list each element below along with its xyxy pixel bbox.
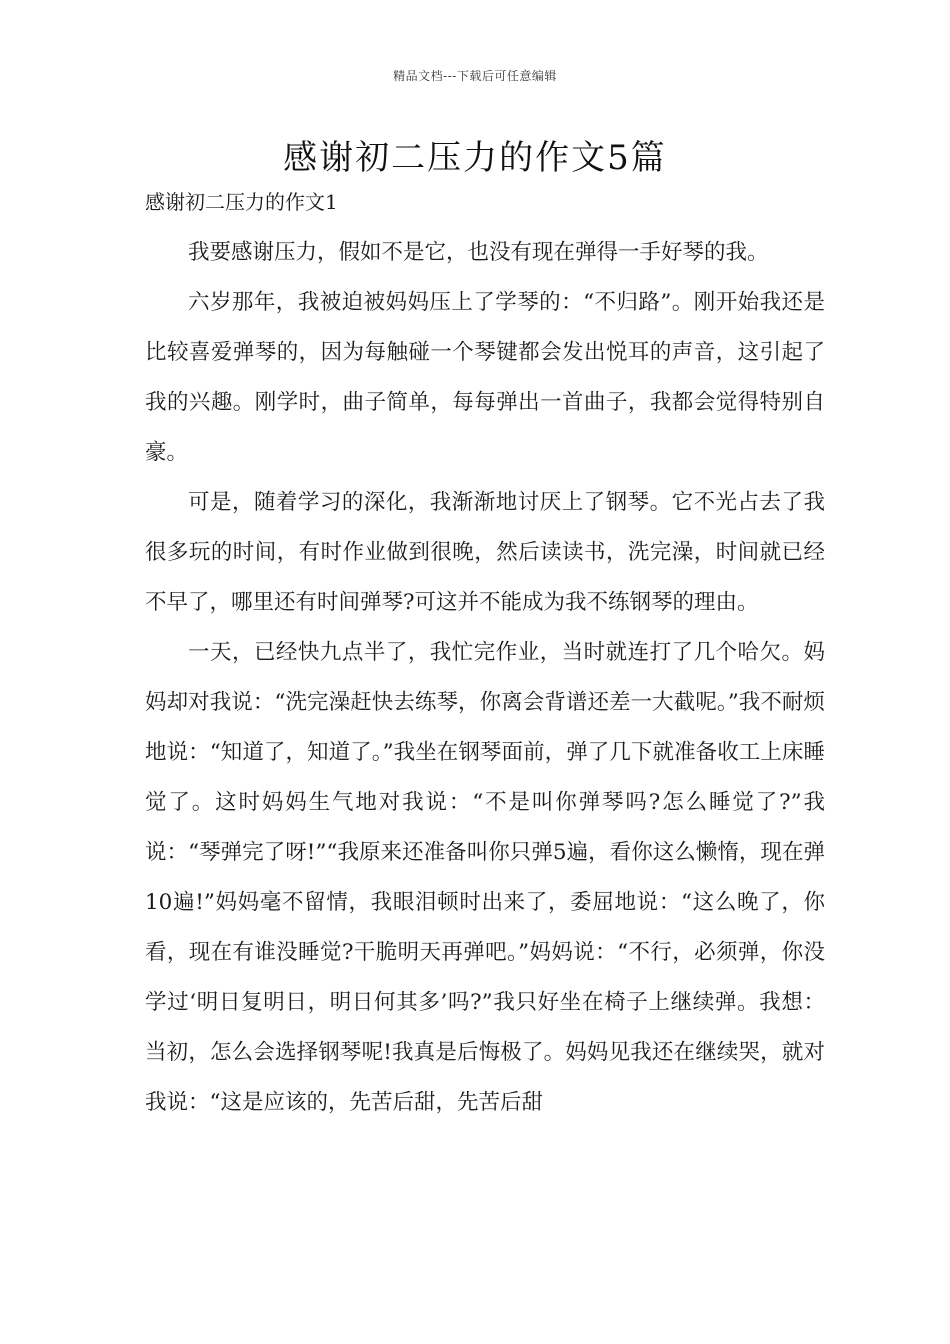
essay-body <box>145 228 825 1128</box>
paragraph: 一天，已经快九点半了，我忙完作业，当时就连打了几个哈欠。妈妈却对我说：“洗完澡赶快去练琴，你离会背谱还差一大截呢。”我不耐烦地说：“知道了，知道了。”我坐在钢琴面前，弹了几下就准备收工上床睡觉了。这时妈妈生气地对我说：“不是叫你弹琴吗?怎么睡觉了?”我说：“琴弹完了呀!”“我原来还准备叫你只弹5遍，看你这么懒惰，现在弹10遍!”妈妈毫不留情，我眼泪顿时出来了，委屈地说：“这么晚了，你看，现在有谁没睡觉?干脆明天再弹吧。”妈妈说：“不行，必须弹，你没学过‘明日复明日，明日何其多’吗?”我只好坐在椅子上继续弹。我想：当初，怎么会选择钢琴呢!我真是后悔极了。妈妈见我还在继续哭，就对我说：“这是应该的，先苦后甜，先苦后甜 <box>145 640 825 1115</box>
section-heading: 感谢初二压力的作文1 <box>145 190 338 214</box>
header-note: 精品文档---下载后可任意编辑 <box>393 69 557 83</box>
paragraph: 可是，随着学习的深化，我渐渐地讨厌上了钢琴。它不光占去了我很多玩的时间，有时作业做到很晚，然后读读书，洗完澡，时间就已经不早了，哪里还有时间弹琴?可这并不能成为我不练钢琴的理由。 <box>145 490 825 615</box>
document-title: 感谢初二压力的作文5篇 <box>283 138 667 178</box>
paragraph: 六岁那年，我被迫被妈妈压上了学琴的：“不归路”。刚开始我还是比较喜爱弹琴的，因为每触碰一个琴键都会发出悦耳的声音，这引起了我的兴趣。刚学时，曲子简单，每每弹出一首曲子，我都会觉得特别自豪。 <box>145 290 825 465</box>
paragraph: 我要感谢压力，假如不是它，也没有现在弹得一手好琴的我。 <box>188 240 769 265</box>
